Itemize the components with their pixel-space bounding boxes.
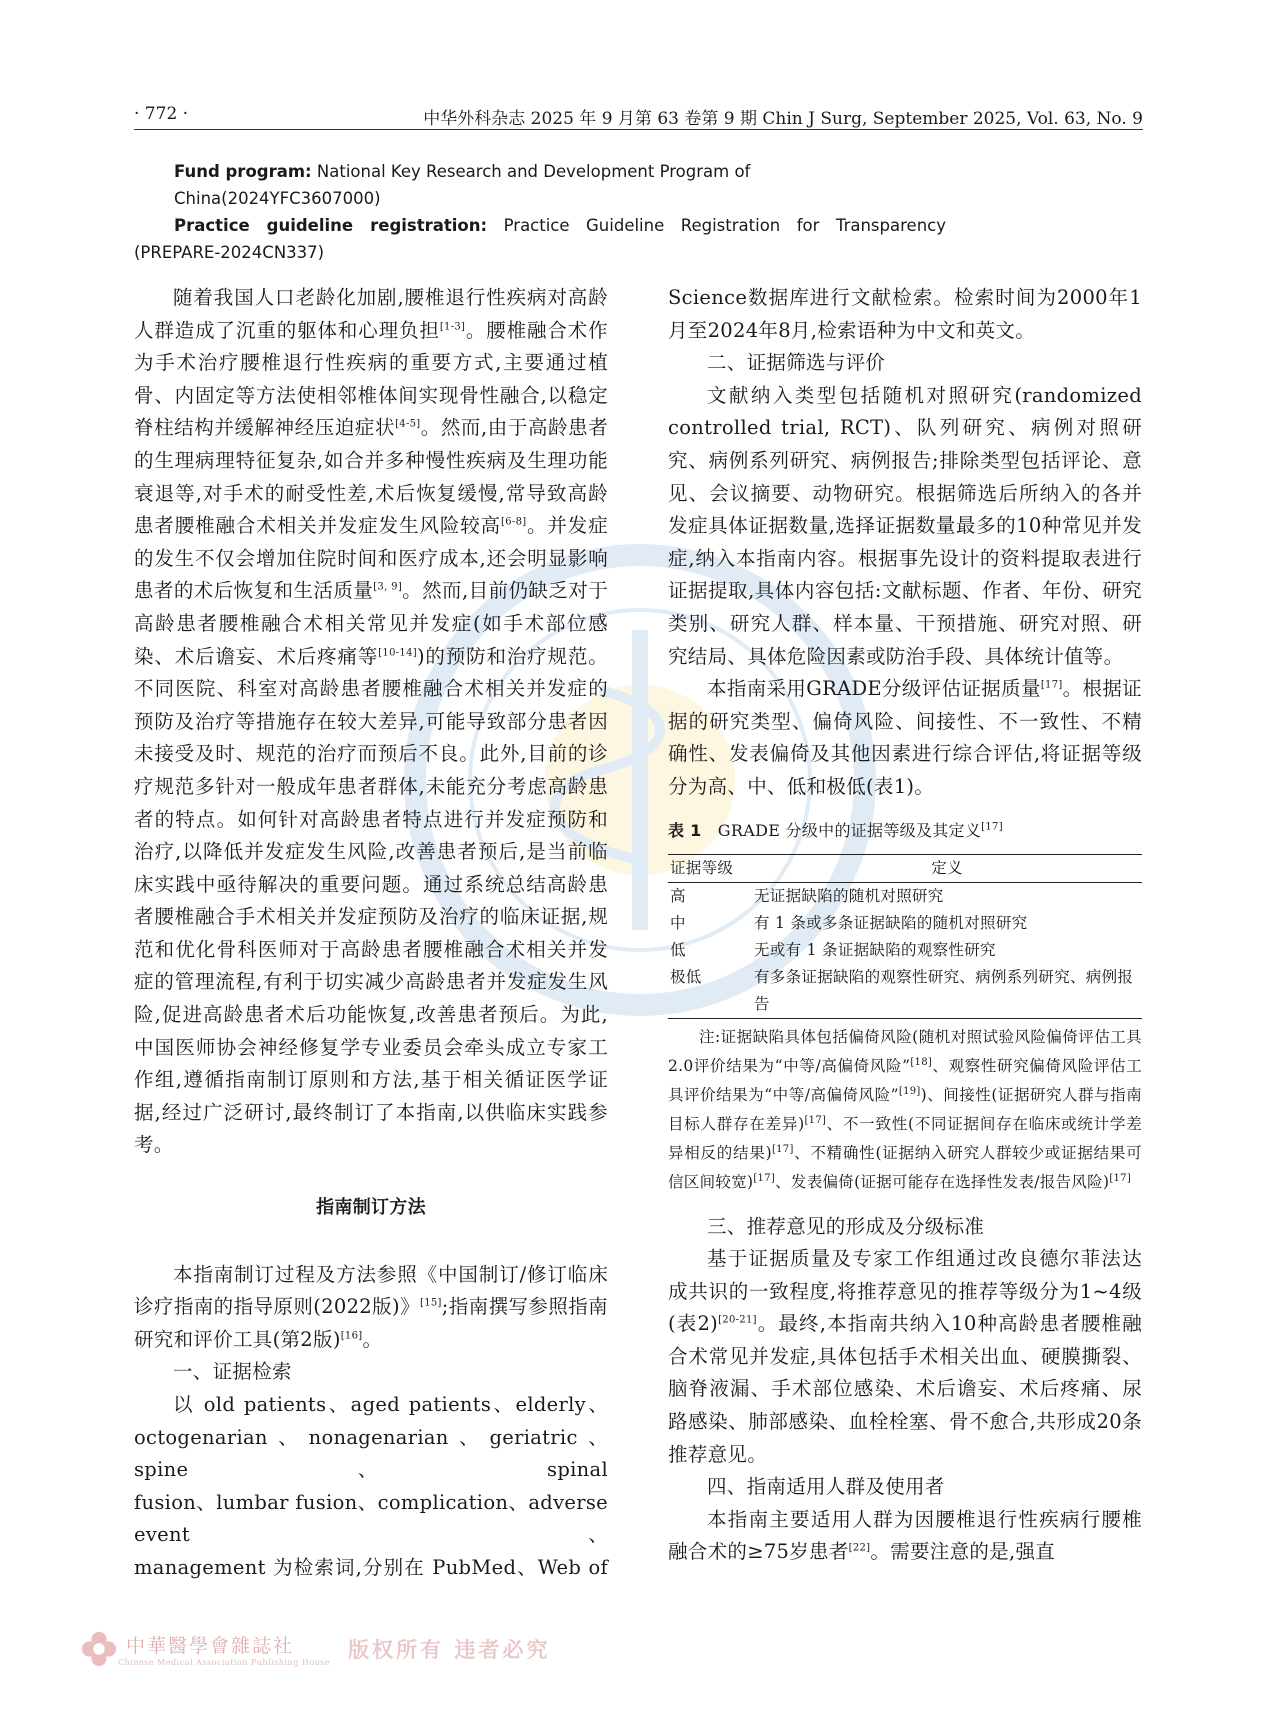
table-cell: 有多条证据缺陷的观察性研究、病例系列研究、病例报告 <box>752 964 1142 1019</box>
intro-paragraph: 随着我国人口老龄化加剧,腰椎退行性疾病对高龄人群造成了沉重的躯体和心理负担[1-3]。腰椎融合术作为手术治疗腰椎退行性疾病的重要方式,主要通过植骨、内固定等方法使相邻椎体间实现骨性融合,以稳定脊柱结构并缓解神经压迫症状[4-5]。然而,由于高龄患者的生理病理特征复杂,如合并多种慢性疾病及生理功能衰退等,对手术的耐受性差,术后恢复缓慢,常导致高龄患者腰椎融合术相关并发症发生风险较高[6-8]。并发症的发生不仅会增加住院时间和医疗成本,还会明显影响患者的术后恢复和生活质量[3, 9]。然而,目前仍缺乏对于高龄患者腰椎融合术相关常见并发症(如手术部位感染、术后谵妄、术后疼痛等[10-14])的预防和治疗规范。不同医院、科室对高龄患者腰椎融合术相关并发症的预防及治疗等措施存在较大差异,可能导致部分患者因未接受及时、规范的治疗而预后不良。此外,目前的诊疗规范多针对一般成年患者群体,未能充分考虑高龄患者的特点。如何针对高龄患者特点进行并发症预防和治疗,以降低并发症发生风险,改善患者预后,是当前临床实践中亟待解决的重要问题。通过系统总结高龄患者腰椎融合手术相关并发症预防及治疗的临床证据,规范和优化骨科医师对于高龄患者腰椎融合术相关并发症的管理流程,有利于切实减少高龄患者并发症发生风险,促进高龄患者术后功能恢复,改善患者预后。为此,中国医师协会神经修复学专业委员会牵头成立专家工作组,遵循指南制订原则和方法,基于相关循证医学证据,经过广泛研讨,最终制订了本指南,以供临床实践参考。 <box>134 286 609 1157</box>
section-title: 指南制订方法 <box>316 1197 426 1219</box>
page-header <box>134 100 1143 130</box>
subsection-title: 二、证据筛选与评价 <box>707 351 886 375</box>
citation: [17] <box>981 821 1003 833</box>
registration-label: Practice guideline registration: <box>174 216 488 235</box>
fund-label: Fund program: <box>174 162 312 181</box>
keywords-line: octogenarian、nonagenarian、geriatric、spine、spinal <box>134 1425 608 1482</box>
recommendation-paragraph: 基于证据质量及专家工作组通过改良德尔菲法达成共识的一致程度,将推荐意见的推荐等级分为1~4级(表2)[20-21]。最终,本指南共纳入10种高龄患者腰椎融合术常见并发症,具体包括手术相关出血、硬膜撕裂、脑脊液漏、手术部位感染、术后谵妄、术后疼痛、尿路感染、肺部感染、血栓栓塞、骨不愈合,共形成20条推荐意见。 <box>668 1247 1142 1466</box>
table-cell: 低 <box>670 940 686 959</box>
page-number: · 772 · <box>134 104 189 124</box>
fund-block <box>134 158 946 266</box>
population-paragraph: 本指南主要适用人群为因腰椎退行性疾病行腰椎融合术的≥75岁患者[22]。需要注意的是,强直 <box>668 1507 1142 1564</box>
fund-text: National Key Research and Development Program of China(2024YFC3607000) <box>174 162 751 208</box>
left-column <box>134 282 608 1585</box>
copyright-slogan: 版权所有 违者必究 <box>348 1637 551 1662</box>
subsection-title: 一、证据检索 <box>173 1360 292 1384</box>
table-cell: 极低 <box>668 964 752 1019</box>
keywords-line: management 为检索词,分别在 PubMed、Web of <box>134 1555 608 1579</box>
citation: [15] <box>420 1297 442 1309</box>
subsection-title: 三、推荐意见的形成及分级标准 <box>707 1214 985 1238</box>
citation: [1-3] <box>439 321 466 333</box>
keywords-line: fusion、lumbar fusion、complication、adverse event、 <box>134 1490 608 1547</box>
table-header: 证据等级 <box>668 854 752 882</box>
table-cell: 有 1 条或多条证据缺陷的随机对照研究 <box>754 913 1028 932</box>
right-column <box>668 282 1142 1569</box>
registration-code: (PREPARE-2024CN337) <box>134 243 325 262</box>
publisher-name-en: Chinese Medical Association Publishing House <box>118 1658 331 1667</box>
table-cell: 中 <box>670 913 686 932</box>
citation: [22] <box>848 1542 871 1554</box>
table-cell: 无证据缺陷的随机对照研究 <box>754 886 944 905</box>
table-row <box>668 882 1142 910</box>
citation: [16] <box>340 1330 363 1342</box>
registration-text: Practice Guideline Registration for Transparency <box>487 216 946 235</box>
citation: [20-21] <box>718 1314 757 1326</box>
table-row <box>668 910 1142 937</box>
search-paragraph: Science数据库进行文献检索。检索时间为2000年1月至2024年8月,检索语种为中文和英文。 <box>668 286 1142 342</box>
citation: [6-8] <box>501 516 527 528</box>
subsection-title: 四、指南适用人群及使用者 <box>707 1475 945 1499</box>
publisher-logo <box>80 1630 550 1668</box>
grade-paragraph: 本指南采用GRADE分级评估证据质量[17]。根据证据的研究类型、偏倚风险、间接性、不一致性、不精确性、发表偏倚及其他因素进行综合评估,将证据等级分为高、中、低和极低(表1)。 <box>668 677 1142 798</box>
flower-logo-icon <box>80 1630 118 1668</box>
citation: [3, 9] <box>373 581 403 593</box>
methods-paragraph: 本指南制订过程及方法参照《中国制订/修订临床诊疗指南的指导原则(2022版)》[15];指南撰写参照指南研究和评价工具(第2版)[16]。 <box>134 1262 608 1351</box>
journal-info: 中华外科杂志 2025 年 9 月第 63 卷第 9 期 Chin J Surg, September 2025, Vol. 63, No. 9 <box>423 109 1143 129</box>
table-note: 注:证据缺陷具体包括偏倚风险(随机对照试验风险偏倚评估工具2.0评价结果为“中等/高偏倚风险”[18]、观察性研究偏倚风险评估工具评价结果为“中等/高偏倚风险”[19])、间接性(证据研究人群与指南目标人群存在差异)[17]、不一致性(不同证据间存在临床或统计学差异相反的结果)[17]、不精确性(证据纳入研究人群较少或证据结果可信区间较宽)[17]、发表偏倚(证据可能存在选择性发表/报告风险)[17] <box>668 1027 1142 1191</box>
table-cell: 无或有 1 条证据缺陷的观察性研究 <box>754 940 996 959</box>
table-row <box>668 937 1142 964</box>
citation: [17] <box>1040 679 1063 691</box>
citation: [10-14] <box>378 647 417 659</box>
citation: [4-5] <box>395 418 421 430</box>
grade-table <box>668 854 1142 1019</box>
publisher-name: 中華醫學會雜誌社 <box>126 1635 295 1657</box>
screening-paragraph: 文献纳入类型包括随机对照研究(randomized controlled trial, RCT)、队列研究、病例对照研究、病例系列研究、病例报告;排除类型包括评论、意见、会议摘要、动物研究。根据筛选后所纳入的各并发症具体证据数量,选择证据数量最多的10种常见并发症,纳入本指南内容。根据事先设计的资料提取表进行证据提取,具体内容包括:文献标题、作者、年份、研究类别、研究人群、样本量、干预措施、研究对照、研究结局、具体危险因素或防治手段、具体统计值等。 <box>668 383 1142 668</box>
table-cell: 高 <box>670 886 686 905</box>
header-rule <box>134 129 1143 130</box>
table-header: 定义 <box>752 854 1142 882</box>
table-row <box>668 964 1142 1019</box>
table-caption: 表 1 GRADE 分级中的证据等级及其定义[17] <box>668 820 1003 840</box>
keywords-line: 以 old patients、aged patients、elderly、 <box>173 1393 608 1416</box>
